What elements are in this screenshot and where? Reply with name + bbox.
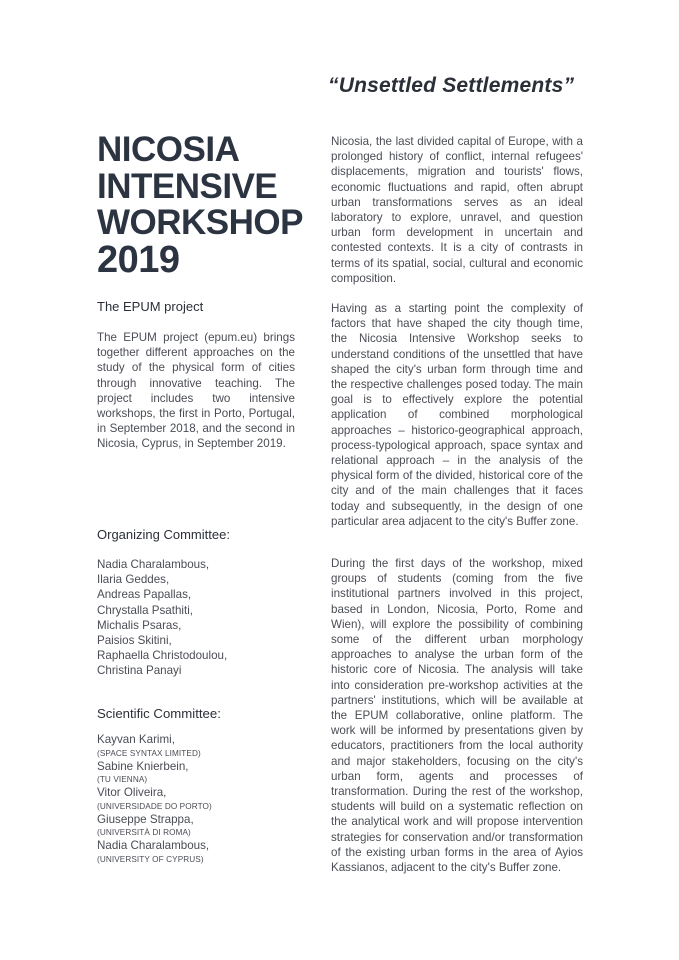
member-name: Sabine Knierbein, xyxy=(97,759,189,773)
member-affiliation: (UNIVERSITY OF CYPRUS) xyxy=(97,854,204,864)
title-line-2: INTENSIVE xyxy=(97,166,278,206)
epum-description: The EPUM project (epum.eu) brings together different approaches on the study of the physical form of cities through innovative teaching. The project includes two intensive workshops, the first in Porto, Portugal, in September 2018, and the second in Nicosia, Cyprus, in September 2019. xyxy=(97,331,295,451)
scientific-committee-heading: Scientific Committee: xyxy=(97,706,221,721)
member-affiliation: (TU VIENNA) xyxy=(97,775,148,784)
page-title xyxy=(97,130,322,281)
list-item: Christina Panayi xyxy=(97,664,182,678)
organizing-committee-heading: Organizing Committee: xyxy=(97,527,230,542)
goals-paragraph: Having as a starting point the complexity of factors that have shaped the city though time, the Nicosia Intensive Workshop seeks to understand conditions of the unsettled that have shaped the city's urban form through time and the respective challenges posed today. The main goal is to effectively explore the potential application of combined morphological approaches – historico-geographical approach, process-typological approach, space syntax and relational approach – in the analysis of the physical form of the divided, historical core of the city and of the main challenges that it faces today and subsequently, in the design of one particular area adjacent to the city's Buffer zone. xyxy=(331,302,583,528)
list-item: Michalis Psaras, xyxy=(97,618,182,632)
list-item: Chrystalla Psathiti, xyxy=(97,603,194,617)
list-item: Paisios Skitini, xyxy=(97,634,172,648)
member-name: Kayvan Karimi, xyxy=(97,733,175,746)
workshop-subtitle: “Unsettled Settlements” xyxy=(328,74,575,97)
list-item: Raphaella Christodoulou, xyxy=(97,649,228,663)
title-line-1: NICOSIA xyxy=(97,130,240,169)
scientific-committee-list xyxy=(97,733,297,866)
list-item: Ilaria Geddes, xyxy=(97,573,170,587)
title-year: 2019 xyxy=(97,238,180,281)
member-name: Nadia Charalambous, xyxy=(97,839,210,852)
title-line-3: WORKSHOP xyxy=(97,203,303,242)
member-name: Giuseppe Strappa, xyxy=(97,812,194,826)
list-item: Nadia Charalambous, xyxy=(97,558,210,571)
member-affiliation: (UNIVERSIDADE DO PORTO) xyxy=(97,801,212,811)
intro-paragraph: Nicosia, the last divided capital of Europe, with a prolonged history of conflict, internal refugees' displacements, migration and tourists' flows, economic fluctuations and rapid, often abrupt urban transformations serves as an ideal laboratory to explore, unravel, and question urban form development in uncertain and contested contexts. It is a city of contrasts in terms of its spatial, social, cultural and economic composition. xyxy=(331,135,583,285)
epum-heading: The EPUM project xyxy=(97,299,204,314)
member-affiliation: (SPACE SYNTAX LIMITED) xyxy=(97,748,201,758)
list-item: Andreas Papallas, xyxy=(97,588,192,602)
organizing-committee-list xyxy=(97,557,297,679)
member-affiliation: (UNIVERSITÀ DI ROMA) xyxy=(97,828,191,837)
member-name: Vitor Oliveira, xyxy=(97,786,167,799)
workshop-paragraph: During the first days of the workshop, mixed groups of students (coming from the five institutional partners involved in this project, based in London, Nicosia, Porto, Rome and Wien), will explore the possibility of combining some of the different urban morphology approaches to analyse the urban form of the historic core of Nicosia. The analysis will take into consideration pre-workshop activities at the partners' institutions, which will be available at the EPUM collaborative, online platform. The work will be informed by presentations given by educators, practitioners from the local authority and major stakeholders, focusing on the city's urban form, agents and processes of transformation. During the rest of the workshop, students will build on a systematic reflection on the analytical work and will propose intervention strategies for conservation and/or transformation of the existing urban forms in the area of Ayios Kassianos, adjacent to the city's Buffer zone. xyxy=(331,557,583,875)
